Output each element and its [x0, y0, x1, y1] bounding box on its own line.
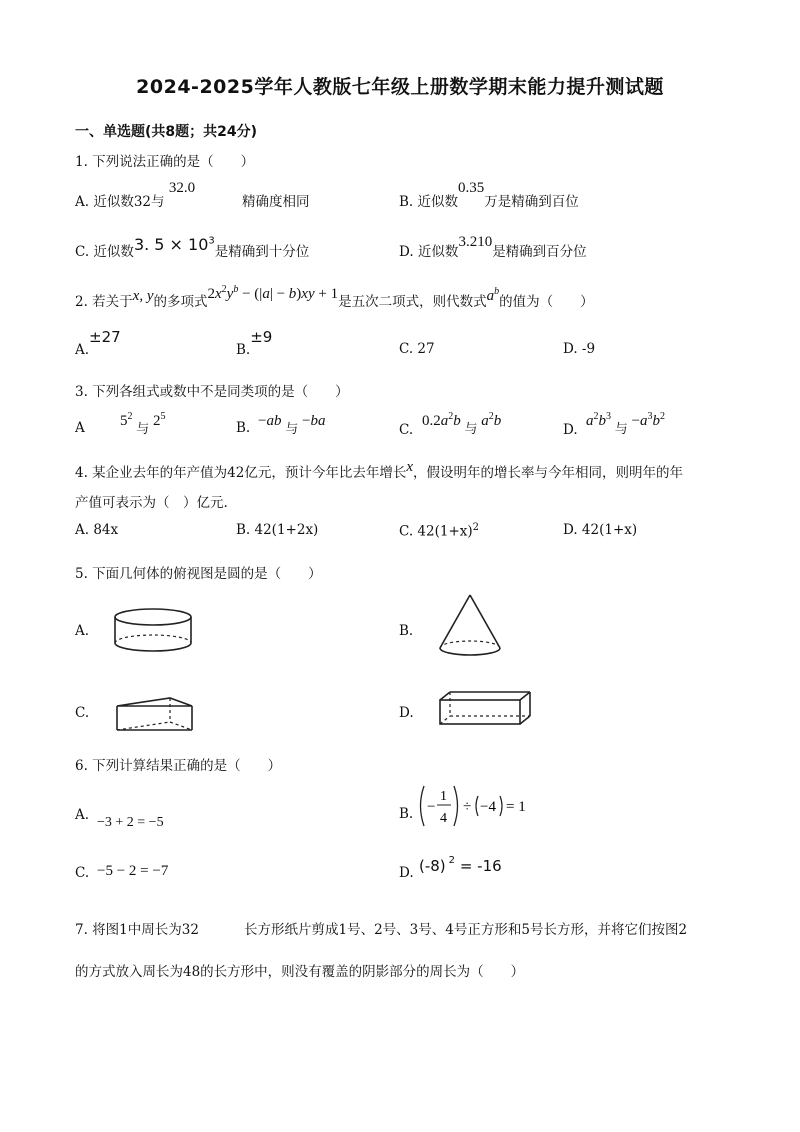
q1-option-a-math: 32.0 — [168, 180, 196, 196]
q6-option-d-label: D. — [399, 865, 414, 881]
q1-option-a-tail: 精确度相同 — [242, 194, 310, 210]
question-3-stem: 3. 下列各组式或数中不是同类项的是（ ） — [75, 384, 349, 400]
question-2-stem — [75, 284, 594, 311]
q2-polynomial: $2x^2y^b - (|a| - b)xy + 1$ — [207, 284, 339, 302]
q2-option-c: C. 27 — [399, 341, 435, 357]
q3-option-a-label: A — [75, 420, 85, 436]
q3-option-a-math: $5^2$ 与 $2^5$ — [120, 411, 166, 437]
svg-text:−4: −4 — [480, 799, 496, 815]
q1-option-c — [75, 235, 310, 260]
q4-option-a: A. 84x — [75, 522, 119, 538]
q5-option-c-label: C. — [75, 705, 90, 721]
q6-option-d-math: (-8) $^2$ = -16 — [419, 855, 502, 875]
section-heading: 一、单选题(共8题；共24分) — [75, 124, 258, 140]
question-4-line-2: 产值可表示为（ ）亿元. — [75, 495, 228, 511]
q2-option-b-label: B. — [236, 342, 251, 358]
q3-option-b-math: −ab 与 −ba — [258, 413, 326, 437]
q2-expression: $a^b$ — [486, 286, 500, 304]
q3-option-a — [75, 420, 85, 436]
q4-option-c-exp: 2 — [472, 522, 480, 533]
q3-option-b — [236, 420, 250, 436]
q2-stem-pre: 2. 若关于 — [75, 294, 133, 310]
question-4-line-1 — [75, 461, 683, 482]
q3-option-d-label: D. — [563, 422, 578, 438]
q1-option-b — [399, 180, 579, 211]
page-title: 2024-2025学年人教版七年级上册数学期末能力提升测试题 — [136, 76, 664, 98]
q2-stem-post: 是五次二项式，则代数式 — [338, 294, 487, 310]
q6-option-b-label: B. — [399, 806, 414, 822]
svg-text:1: 1 — [440, 789, 447, 804]
q6-option-d-value: = -16 — [459, 857, 502, 875]
svg-text:4: 4 — [440, 811, 447, 826]
q1-option-c-label: C. 近似数 — [75, 244, 134, 260]
q1-option-c-base: 3. 5 × 10 — [133, 235, 209, 254]
q1-option-a — [75, 180, 196, 211]
svg-text:= 1: = 1 — [506, 799, 526, 815]
q4-option-b: B. 42(1+2x) — [236, 522, 319, 538]
q5-option-a-label: A. — [75, 623, 90, 639]
q4-line1-post: ，假设明年的增长率与今年相同，则明年的年 — [413, 465, 684, 481]
q1-option-d-math: 3.210 — [458, 234, 493, 250]
fraction-expression — [416, 782, 536, 832]
q1-option-b-label: B. 近似数 — [399, 194, 459, 210]
q2-vars: x, y — [132, 288, 154, 304]
q1-option-c-tail: 是精确到十分位 — [214, 244, 310, 260]
q3-option-d-math: $a^2b^3$ 与 $-a^3b^2$ — [586, 411, 665, 437]
svg-text:÷: ÷ — [463, 799, 472, 815]
question-7-line-1a: 7. 将图1中周长为32 — [75, 922, 199, 938]
q2-option-a-value: ±27 — [89, 328, 121, 346]
q2-stem-mid: 的多项式 — [153, 294, 208, 310]
triangular-prism-figure — [112, 688, 198, 736]
q1-option-d-tail: 是精确到百分位 — [492, 244, 587, 260]
question-5-stem: 5. 下面几何体的俯视图是圆的是（ ） — [75, 566, 322, 582]
question-1-stem: 1. 下列说法正确的是（ ） — [75, 154, 255, 170]
q4-option-c-base: C. 42(1+x) — [399, 523, 473, 540]
question-7-line-2: 的方式放入周长为48的长方形中，则没有覆盖的阴影部分的周长为（ ） — [75, 964, 525, 980]
q1-option-b-tail: 万是精确到百位 — [484, 194, 579, 210]
q6-option-c-math: −5 − 2 = −7 — [97, 863, 169, 879]
q4-line1-var: x — [406, 459, 414, 475]
question-6-stem: 6. 下列计算结果正确的是（ ） — [75, 758, 282, 774]
q5-option-b-label: B. — [399, 623, 414, 639]
q3-b-with: 与 — [285, 422, 299, 437]
q3-option-c-label: C. — [399, 422, 414, 438]
question-7-line-1b: 长方形纸片剪成1号、2号、3号、4号正方形和5号长方形，并将它们按图2 — [244, 922, 688, 938]
q2-option-a — [75, 328, 121, 358]
q3-option-c-math: $0.2a^2b$ 与 $a^2b$ — [422, 411, 502, 437]
q1-option-b-math: 0.35 — [458, 180, 485, 196]
q2-option-b — [236, 328, 273, 358]
q3-c-with: 与 — [464, 422, 478, 437]
q2-option-d: D. -9 — [563, 341, 596, 357]
q3-option-b-label: B. — [236, 420, 251, 436]
q3-d-with: 与 — [614, 422, 628, 437]
q6-option-a-label: A. — [75, 807, 90, 823]
q3-a-with: 与 — [136, 422, 150, 437]
q6-option-c-label: C. — [75, 865, 90, 881]
q6-option-a-math: −3 + 2 = −5 — [97, 815, 164, 830]
svg-text:−: − — [427, 799, 436, 815]
q1-option-c-math — [134, 235, 215, 254]
q1-option-d — [399, 234, 587, 261]
rectangular-prism-figure — [436, 688, 536, 728]
q1-option-d-label: D. 近似数 — [399, 244, 459, 260]
q5-option-d-label: D. — [399, 705, 414, 721]
q1-option-c-exp: 3 — [208, 235, 215, 247]
q4-option-c — [399, 522, 479, 540]
q3-option-c — [399, 422, 413, 438]
q2-stem-end: 的值为（ ） — [499, 294, 594, 310]
q4-line1-pre: 4. 某企业去年的年产值为42亿元，预计今年比去年增长 — [75, 465, 407, 481]
cone-figure — [435, 592, 505, 660]
q2-option-a-label: A. — [75, 342, 90, 358]
q3-option-d — [563, 422, 578, 438]
q1-option-a-label: A. 近似数32与 — [75, 194, 165, 210]
q4-option-d: D. 42(1+x) — [563, 522, 638, 538]
cylinder-figure — [110, 605, 196, 655]
q2-option-b-value: ±9 — [250, 328, 273, 346]
